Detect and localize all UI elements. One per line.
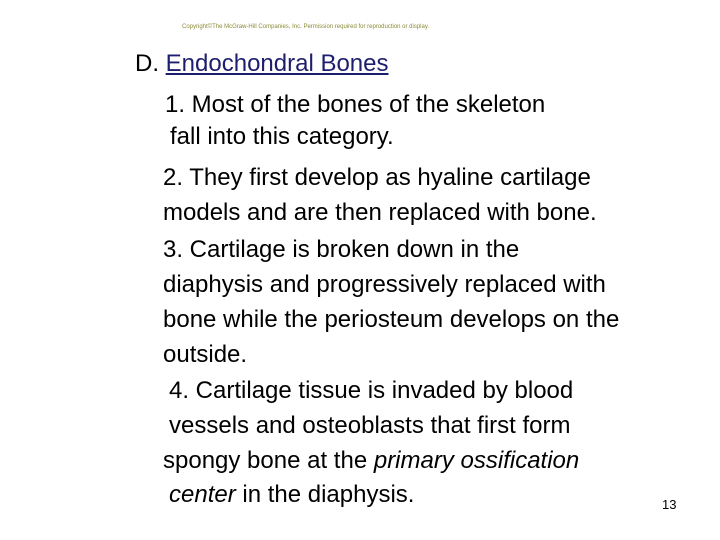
body-line-11-plain: spongy bone at the <box>163 447 374 474</box>
heading-link: Endochondral Bones <box>165 50 389 77</box>
body-line-3: 2. They first develop as hyaline cartilage <box>163 164 591 191</box>
body-line-10: vessels and osteoblasts that first form <box>169 412 571 439</box>
body-line-6: diaphysis and progressively replaced with <box>163 271 606 298</box>
body-line-11-italic: primary ossification <box>373 447 580 474</box>
body-line-12-plain: in the diaphysis. <box>235 481 415 508</box>
body-line-12-italic: center <box>169 481 236 508</box>
body-line-5: 3. Cartilage is broken down in the <box>163 236 520 263</box>
body-line-2: fall into this category. <box>170 123 394 150</box>
body-line-11 <box>163 447 579 475</box>
body-line-7: bone while the periosteum develops on the <box>163 306 620 333</box>
body-line-12 <box>169 481 414 509</box>
page-number: 13 <box>662 497 677 512</box>
section-heading <box>135 50 389 78</box>
body-line-8: outside. <box>163 341 248 368</box>
heading-prefix: D. <box>135 50 166 77</box>
body-line-1: 1. Most of the bones of the skeleton <box>165 91 546 118</box>
copyright-notice: Copyright©The McGraw-Hill Companies, Inc. Permission required for reproduction or display. <box>182 24 430 30</box>
body-line-4: models and are then replaced with bone. <box>163 199 597 226</box>
body-line-9: 4. Cartilage tissue is invaded by blood <box>169 377 574 404</box>
